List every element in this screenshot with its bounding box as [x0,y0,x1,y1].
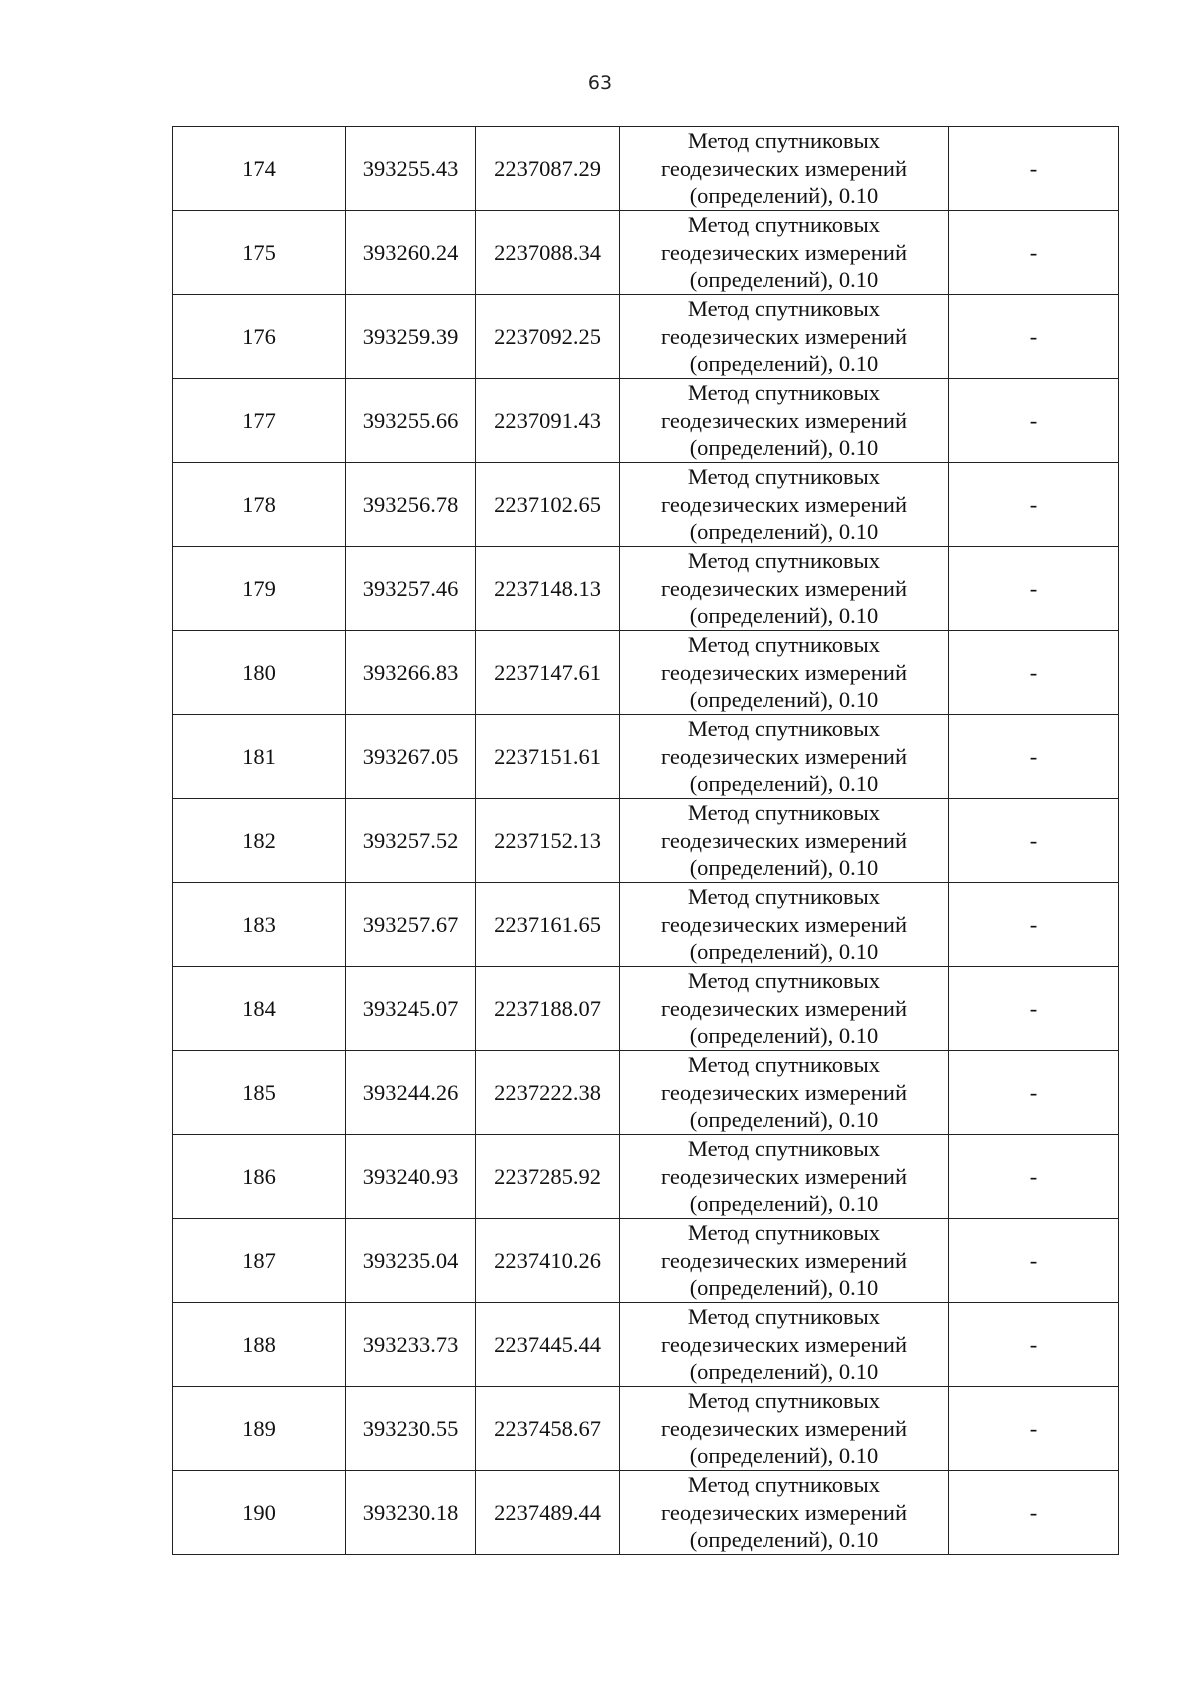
point-number-cell: 174 [173,127,346,211]
table-row [173,463,1119,547]
page-number: 63 [587,72,613,94]
method-line: геодезических измерений [660,1499,908,1525]
method-cell [620,295,949,379]
point-number-cell: 186 [173,1135,346,1219]
method-line: (определений), 0.10 [689,1191,879,1217]
method-line: (определений), 0.10 [689,183,879,209]
method-cell [620,1219,949,1303]
method-line: геодезических измерений [660,827,908,853]
x-coordinate-cell: 393230.18 [346,1471,476,1555]
method-line: Метод спутниковых [687,1472,881,1498]
method-line: Метод спутниковых [687,212,881,238]
method-cell [620,463,949,547]
method-line: Метод спутниковых [687,968,881,994]
note-cell: - [949,1303,1119,1387]
method-line: геодезических измерений [660,911,908,937]
method-cell [620,1303,949,1387]
point-number-cell: 181 [173,715,346,799]
method-line: Метод спутниковых [687,1136,881,1162]
method-line: (определений), 0.10 [689,687,879,713]
note-cell: - [949,1471,1119,1555]
method-line: Метод спутниковых [687,1388,881,1414]
note-cell: - [949,127,1119,211]
point-number-cell: 182 [173,799,346,883]
table-row [173,1051,1119,1135]
point-number-cell: 189 [173,1387,346,1471]
method-cell [620,1387,949,1471]
method-line: (определений), 0.10 [689,855,879,881]
method-line: Метод спутниковых [687,1304,881,1330]
method-line: геодезических измерений [660,407,908,433]
x-coordinate-cell: 393256.78 [346,463,476,547]
method-line: геодезических измерений [660,743,908,769]
method-cell [620,715,949,799]
method-line: Метод спутниковых [687,884,881,910]
y-coordinate-cell: 2237147.61 [476,631,620,715]
method-cell [620,883,949,967]
table-row [173,883,1119,967]
x-coordinate-cell: 393235.04 [346,1219,476,1303]
method-line: геодезических измерений [660,1415,908,1441]
method-line: геодезических измерений [660,491,908,517]
method-cell [620,127,949,211]
table-row [173,1135,1119,1219]
point-number-cell: 176 [173,295,346,379]
table-row [173,1219,1119,1303]
method-line: геодезических измерений [660,155,908,181]
table-row [173,211,1119,295]
method-line: (определений), 0.10 [689,771,879,797]
table-row [173,967,1119,1051]
y-coordinate-cell: 2237489.44 [476,1471,620,1555]
x-coordinate-cell: 393240.93 [346,1135,476,1219]
point-number-cell: 183 [173,883,346,967]
method-line: геодезических измерений [660,323,908,349]
method-line: (определений), 0.10 [689,939,879,965]
x-coordinate-cell: 393260.24 [346,211,476,295]
x-coordinate-cell: 393233.73 [346,1303,476,1387]
x-coordinate-cell: 393244.26 [346,1051,476,1135]
method-line: (определений), 0.10 [689,1443,879,1469]
method-line: (определений), 0.10 [689,1359,879,1385]
method-cell [620,547,949,631]
y-coordinate-cell: 2237087.29 [476,127,620,211]
method-line: Метод спутниковых [687,800,881,826]
table-row [173,127,1119,211]
method-line: Метод спутниковых [687,716,881,742]
point-number-cell: 177 [173,379,346,463]
y-coordinate-cell: 2237285.92 [476,1135,620,1219]
method-line: Метод спутниковых [687,1052,881,1078]
y-coordinate-cell: 2237188.07 [476,967,620,1051]
point-number-cell: 175 [173,211,346,295]
method-line: (определений), 0.10 [689,435,879,461]
y-coordinate-cell: 2237092.25 [476,295,620,379]
table-row [173,799,1119,883]
x-coordinate-cell: 393266.83 [346,631,476,715]
y-coordinate-cell: 2237410.26 [476,1219,620,1303]
method-line: Метод спутниковых [687,548,881,574]
x-coordinate-cell: 393255.66 [346,379,476,463]
note-cell: - [949,967,1119,1051]
y-coordinate-cell: 2237222.38 [476,1051,620,1135]
x-coordinate-cell: 393257.67 [346,883,476,967]
method-line: Метод спутниковых [687,464,881,490]
table-row [173,1471,1119,1555]
y-coordinate-cell: 2237091.43 [476,379,620,463]
y-coordinate-cell: 2237445.44 [476,1303,620,1387]
note-cell: - [949,799,1119,883]
table-row [173,715,1119,799]
table-row [173,379,1119,463]
method-cell [620,379,949,463]
point-number-cell: 178 [173,463,346,547]
method-line: геодезических измерений [660,1079,908,1105]
note-cell: - [949,1051,1119,1135]
method-line: (определений), 0.10 [689,1527,879,1553]
point-number-cell: 185 [173,1051,346,1135]
method-cell [620,967,949,1051]
table-row [173,295,1119,379]
point-number-cell: 187 [173,1219,346,1303]
y-coordinate-cell: 2237151.61 [476,715,620,799]
x-coordinate-cell: 393259.39 [346,295,476,379]
point-number-cell: 184 [173,967,346,1051]
y-coordinate-cell: 2237152.13 [476,799,620,883]
table-row [173,1303,1119,1387]
note-cell: - [949,1219,1119,1303]
method-line: (определений), 0.10 [689,519,879,545]
x-coordinate-cell: 393257.52 [346,799,476,883]
note-cell: - [949,1387,1119,1471]
note-cell: - [949,211,1119,295]
method-line: Метод спутниковых [687,128,881,154]
point-number-cell: 180 [173,631,346,715]
x-coordinate-cell: 393245.07 [346,967,476,1051]
y-coordinate-cell: 2237161.65 [476,883,620,967]
coordinates-table [172,126,1119,1555]
note-cell: - [949,463,1119,547]
method-line: Метод спутниковых [687,1220,881,1246]
y-coordinate-cell: 2237102.65 [476,463,620,547]
method-line: геодезических измерений [660,575,908,601]
method-line: (определений), 0.10 [689,1275,879,1301]
coordinates-table-body [173,127,1119,1555]
note-cell: - [949,883,1119,967]
method-line: (определений), 0.10 [689,603,879,629]
method-line: геодезических измерений [660,659,908,685]
note-cell: - [949,631,1119,715]
y-coordinate-cell: 2237088.34 [476,211,620,295]
table-row [173,547,1119,631]
method-line: (определений), 0.10 [689,1023,879,1049]
method-line: (определений), 0.10 [689,351,879,377]
x-coordinate-cell: 393267.05 [346,715,476,799]
method-line: геодезических измерений [660,239,908,265]
method-cell [620,631,949,715]
x-coordinate-cell: 393230.55 [346,1387,476,1471]
y-coordinate-cell: 2237148.13 [476,547,620,631]
method-line: геодезических измерений [660,1331,908,1357]
method-line: Метод спутниковых [687,380,881,406]
note-cell: - [949,1135,1119,1219]
x-coordinate-cell: 393255.43 [346,127,476,211]
y-coordinate-cell: 2237458.67 [476,1387,620,1471]
method-line: (определений), 0.10 [689,267,879,293]
method-cell [620,1051,949,1135]
method-line: геодезических измерений [660,1247,908,1273]
note-cell: - [949,379,1119,463]
method-line: геодезических измерений [660,995,908,1021]
method-line: геодезических измерений [660,1163,908,1189]
method-cell [620,1135,949,1219]
table-row [173,631,1119,715]
method-cell [620,211,949,295]
method-cell [620,1471,949,1555]
table-row [173,1387,1119,1471]
point-number-cell: 179 [173,547,346,631]
method-line: Метод спутниковых [687,632,881,658]
point-number-cell: 190 [173,1471,346,1555]
note-cell: - [949,295,1119,379]
point-number-cell: 188 [173,1303,346,1387]
method-line: Метод спутниковых [687,296,881,322]
note-cell: - [949,547,1119,631]
method-cell [620,799,949,883]
note-cell: - [949,715,1119,799]
x-coordinate-cell: 393257.46 [346,547,476,631]
method-line: (определений), 0.10 [689,1107,879,1133]
